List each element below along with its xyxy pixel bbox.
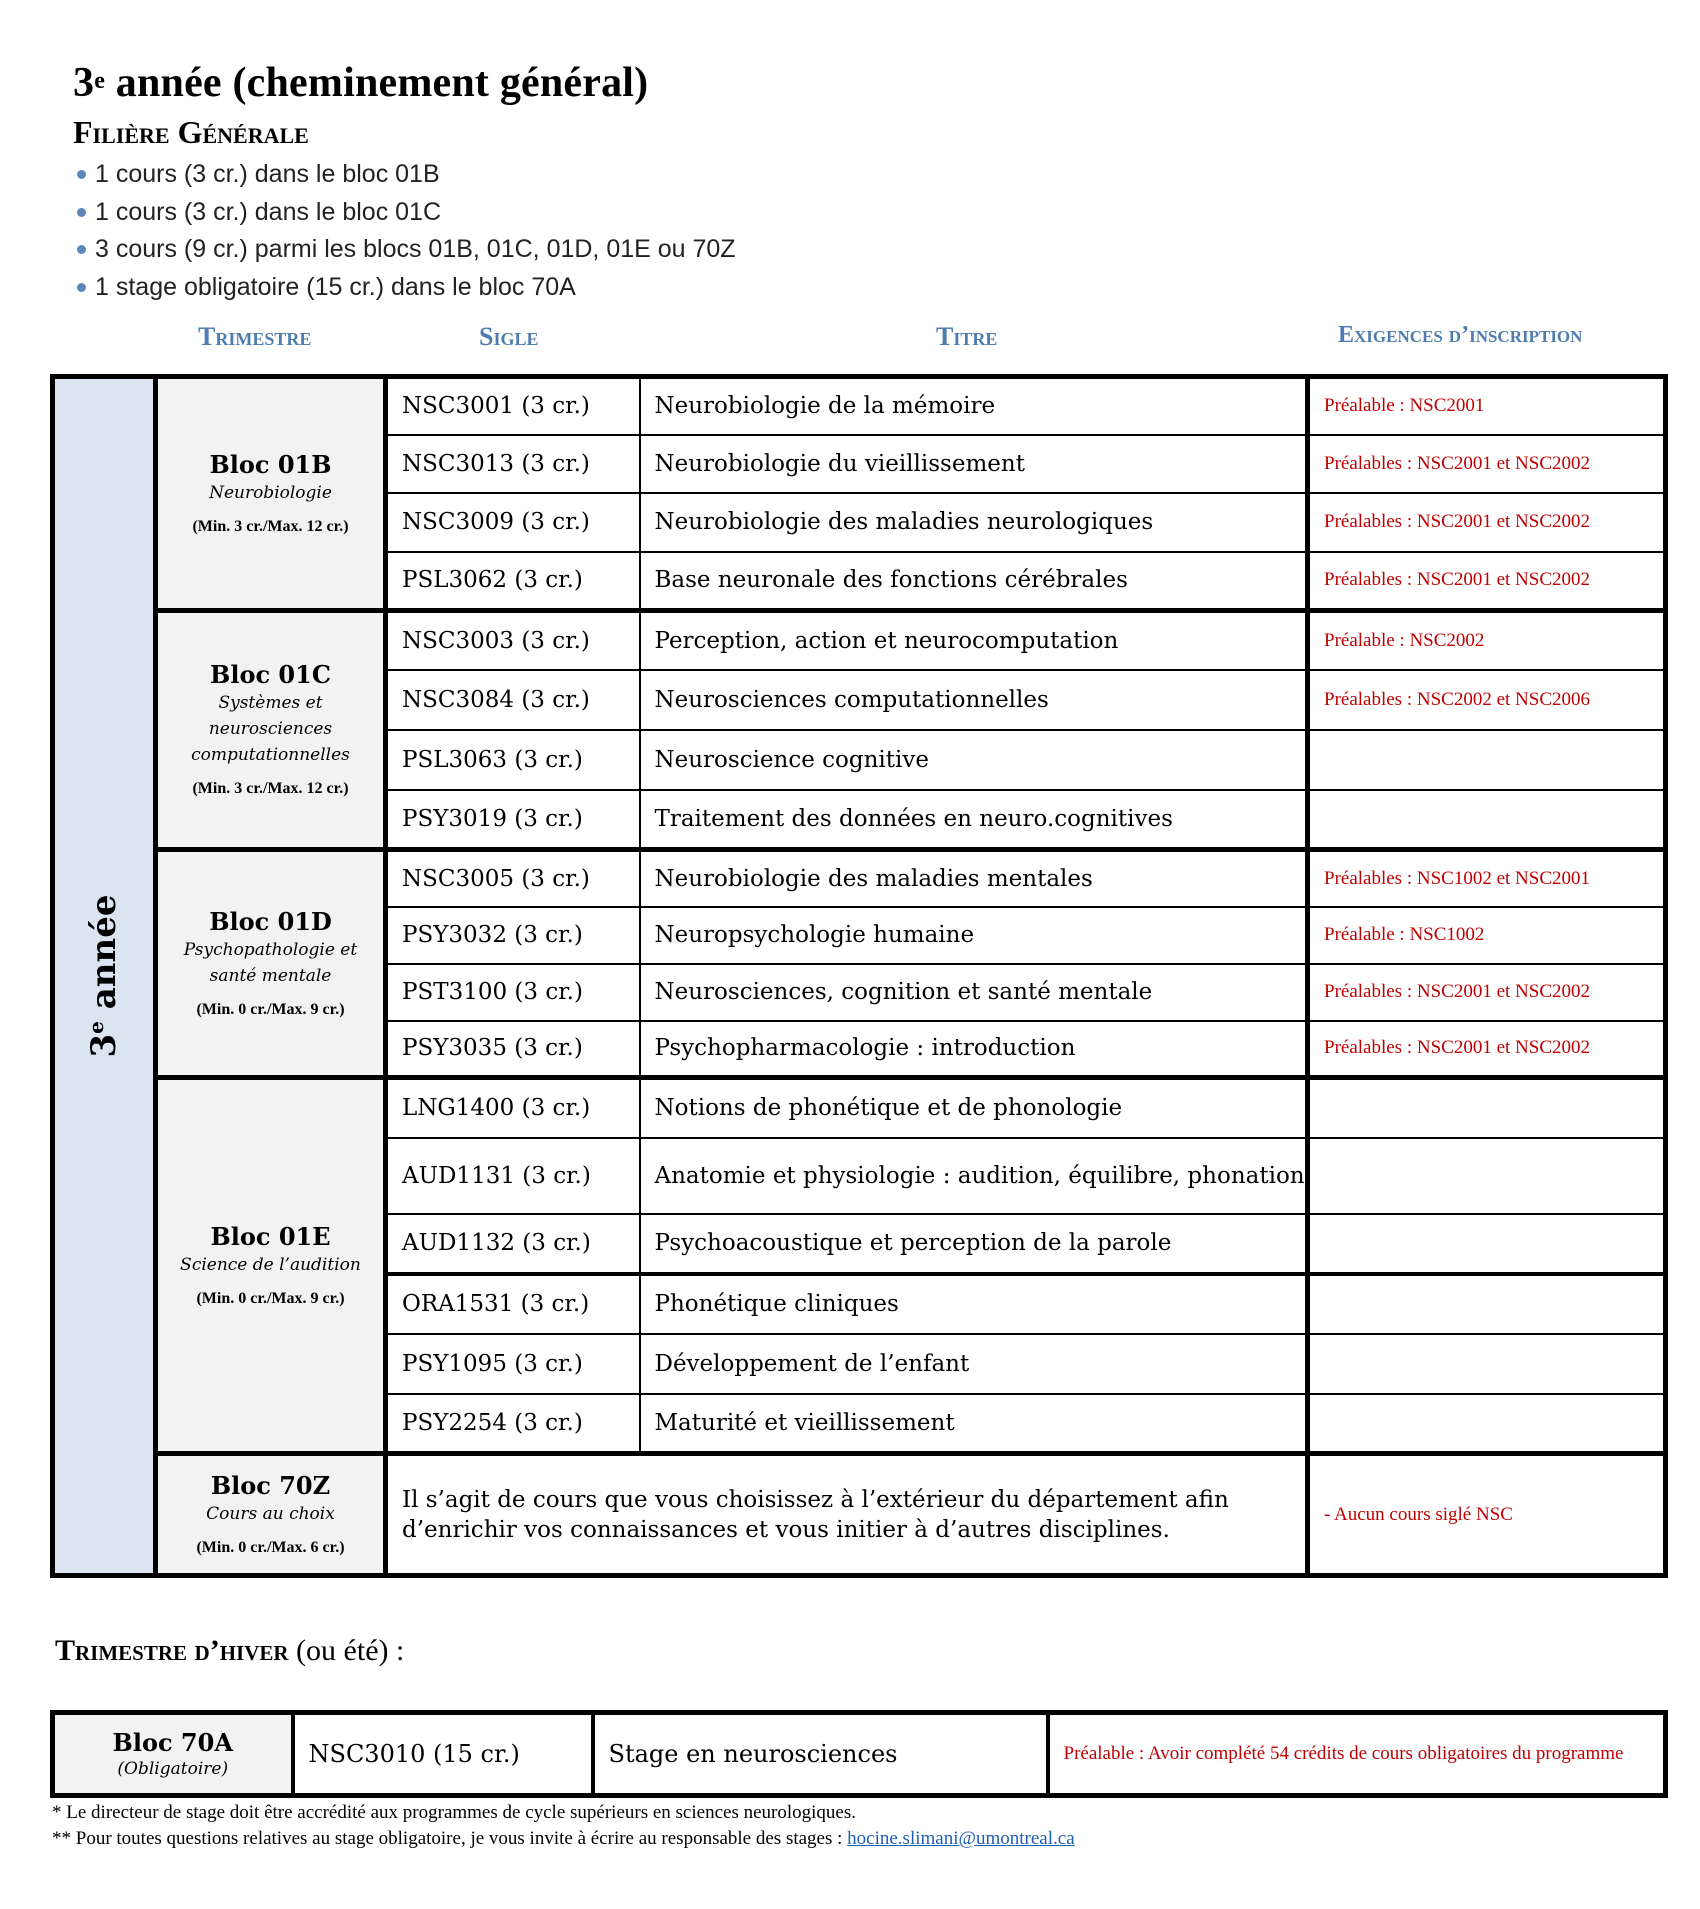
course-prerequisite: Préalables : NSC2001 et NSC2002 bbox=[1308, 493, 1666, 552]
bloc-range: (Min. 3 cr./Max. 12 cr.) bbox=[192, 780, 349, 797]
course-title: Stage en neurosciences bbox=[593, 1713, 1048, 1796]
bloc-70z-cell bbox=[156, 1454, 386, 1576]
column-header-exigences: Exigences d’inscription bbox=[1338, 322, 1583, 348]
course-prerequisite: Préalable : NSC2001 bbox=[1308, 377, 1666, 435]
course-title: Traitement des données en neuro.cognitives bbox=[640, 790, 1308, 850]
course-prerequisite bbox=[1308, 1274, 1666, 1334]
course-sigle: NSC3001 (3 cr.) bbox=[386, 377, 640, 435]
course-sigle: NSC3010 (15 cr.) bbox=[293, 1713, 593, 1796]
requirement-item: 1 cours (3 cr.) dans le bloc 01B bbox=[73, 156, 736, 194]
bloc-subtitle: Systèmes et neurosciences computationnelles bbox=[191, 693, 350, 765]
bloc-subtitle: Cours au choix bbox=[206, 1503, 335, 1524]
bullet-icon bbox=[77, 170, 86, 179]
courses-table bbox=[50, 374, 1668, 1578]
course-title: Maturité et vieillissement bbox=[640, 1394, 1308, 1454]
year-banner bbox=[53, 377, 156, 1576]
section-heading-hiver: Trimestre d’hiver (ou été) : bbox=[55, 1634, 405, 1667]
course-title: Anatomie et physiologie : audition, équilibre, phonation bbox=[640, 1138, 1308, 1214]
bloc-name: Bloc 70Z bbox=[210, 1470, 331, 1500]
course-prerequisite bbox=[1308, 1394, 1666, 1454]
bloc-name: Bloc 01B bbox=[209, 449, 332, 479]
requirement-item: 1 stage obligatoire (15 cr.) dans le bloc 70A bbox=[73, 269, 736, 307]
bloc-subtitle: Psychopathologie et santé mentale bbox=[183, 939, 358, 986]
course-title: Base neuronale des fonctions cérébrales bbox=[640, 552, 1308, 611]
table-row bbox=[53, 611, 1666, 670]
requirement-item: 1 cours (3 cr.) dans le bloc 01C bbox=[73, 194, 736, 232]
bloc-01c-cell bbox=[156, 611, 386, 850]
course-prerequisite bbox=[1308, 1214, 1666, 1274]
course-prerequisite: Préalables : NSC1002 et NSC2001 bbox=[1308, 850, 1666, 907]
course-title: Notions de phonétique et de phonologie bbox=[640, 1078, 1308, 1138]
bloc-70a-cell bbox=[53, 1713, 293, 1796]
course-prerequisite: Préalables : NSC2002 et NSC2006 bbox=[1308, 670, 1666, 730]
column-header-sigle: Sigle bbox=[479, 322, 539, 351]
course-title: Neurosciences, cognition et santé mentale bbox=[640, 964, 1308, 1021]
bloc-range: (Min. 3 cr./Max. 12 cr.) bbox=[192, 517, 349, 535]
course-sigle: PSY1095 (3 cr.) bbox=[386, 1334, 640, 1394]
bloc-70z-description: Il s’agit de cours que vous choisissez à l’extérieur du département afin d’enrichir vos connaissances et vous initier à d’autres disciplines. bbox=[386, 1454, 1308, 1576]
course-title: Neuroscience cognitive bbox=[640, 730, 1308, 790]
requirements-list bbox=[73, 156, 736, 306]
course-title: Neurobiologie du vieillissement bbox=[640, 435, 1308, 493]
year-banner-label: 3e année bbox=[83, 894, 125, 1058]
bullet-icon bbox=[77, 245, 86, 254]
bloc-01e-cell bbox=[156, 1078, 386, 1454]
bloc-01d-cell bbox=[156, 850, 386, 1078]
course-sigle: PSY2254 (3 cr.) bbox=[386, 1394, 640, 1454]
bloc-range: (Min. 0 cr./Max. 9 cr.) bbox=[196, 1289, 345, 1307]
bloc-range: (Min. 0 cr./Max. 9 cr.) bbox=[196, 1000, 345, 1018]
bloc-name: Bloc 01E bbox=[210, 1221, 331, 1251]
course-prerequisite: Préalable : NSC1002 bbox=[1308, 907, 1666, 964]
bloc-range: (Min. 0 cr./Max. 6 cr.) bbox=[196, 1538, 345, 1556]
course-prerequisite: Préalables : NSC2001 et NSC2002 bbox=[1308, 964, 1666, 1021]
footnote-1: * Le directeur de stage doit être accrédité aux programmes de cycle supérieurs en sciences neurologiques. bbox=[52, 1802, 856, 1823]
bullet-icon bbox=[77, 283, 86, 292]
course-sigle: NSC3003 (3 cr.) bbox=[386, 611, 640, 670]
bloc-name: Bloc 01D bbox=[209, 906, 332, 936]
course-sigle: NSC3013 (3 cr.) bbox=[386, 435, 640, 493]
course-title: Développement de l’enfant bbox=[640, 1334, 1308, 1394]
course-prerequisite bbox=[1308, 1078, 1666, 1138]
column-headers bbox=[0, 322, 1700, 362]
bloc-subtitle: Science de l’audition bbox=[180, 1254, 361, 1275]
course-sigle: PSY3019 (3 cr.) bbox=[386, 790, 640, 850]
course-prerequisite: Préalable : NSC2002 bbox=[1308, 611, 1666, 670]
column-header-titre: Titre bbox=[936, 322, 998, 351]
bloc-subtitle: (Obligatoire) bbox=[117, 1759, 229, 1779]
course-prerequisite bbox=[1308, 1334, 1666, 1394]
course-title: Neurobiologie des maladies mentales bbox=[640, 850, 1308, 907]
course-title: Psychopharmacologie : introduction bbox=[640, 1021, 1308, 1078]
course-prerequisite: Préalable : Avoir complété 54 crédits de cours obligatoires du programme bbox=[1048, 1713, 1666, 1796]
course-prerequisite bbox=[1308, 1138, 1666, 1214]
course-sigle: PSL3063 (3 cr.) bbox=[386, 730, 640, 790]
course-sigle: PSY3032 (3 cr.) bbox=[386, 907, 640, 964]
bullet-icon bbox=[77, 208, 86, 217]
column-header-trimestre: Trimestre bbox=[198, 322, 312, 351]
footnote-2: ** Pour toutes questions relatives au stage obligatoire, je vous invite à écrire au responsable des stages : hocine.slimani@umontreal.ca bbox=[52, 1828, 1075, 1849]
course-title: Psychoacoustique et perception de la parole bbox=[640, 1214, 1308, 1274]
course-sigle: PSY3035 (3 cr.) bbox=[386, 1021, 640, 1078]
table-row bbox=[53, 1454, 1666, 1576]
course-title: Neuropsychologie humaine bbox=[640, 907, 1308, 964]
course-sigle: AUD1131 (3 cr.) bbox=[386, 1138, 640, 1214]
footnotes bbox=[52, 1800, 1075, 1852]
course-prerequisite: Préalables : NSC2001 et NSC2002 bbox=[1308, 552, 1666, 611]
course-prerequisite: Préalables : NSC2001 et NSC2002 bbox=[1308, 435, 1666, 493]
table-row bbox=[53, 1078, 1666, 1138]
course-prerequisite: Préalables : NSC2001 et NSC2002 bbox=[1308, 1021, 1666, 1078]
course-prerequisite: - Aucun cours siglé NSC bbox=[1308, 1454, 1666, 1576]
stage-table bbox=[50, 1710, 1668, 1798]
course-title: Perception, action et neurocomputation bbox=[640, 611, 1308, 670]
bloc-name: Bloc 01C bbox=[210, 660, 331, 689]
requirement-item: 3 cours (9 cr.) parmi les blocs 01B, 01C, 01D, 01E ou 70Z bbox=[73, 231, 736, 269]
course-title: Neurosciences computationnelles bbox=[640, 670, 1308, 730]
bloc-subtitle: Neurobiologie bbox=[209, 482, 332, 503]
table-row bbox=[53, 1713, 1666, 1796]
course-prerequisite bbox=[1308, 730, 1666, 790]
course-sigle: AUD1132 (3 cr.) bbox=[386, 1214, 640, 1274]
course-sigle: NSC3005 (3 cr.) bbox=[386, 850, 640, 907]
course-title: Phonétique cliniques bbox=[640, 1274, 1308, 1334]
page-subtitle: Filière Générale bbox=[73, 114, 309, 150]
course-sigle: LNG1400 (3 cr.) bbox=[386, 1078, 640, 1138]
page-title: 3e année (cheminement général) bbox=[73, 60, 649, 106]
table-row bbox=[53, 377, 1666, 435]
course-title: Neurobiologie des maladies neurologiques bbox=[640, 493, 1308, 552]
bloc-name: Bloc 70A bbox=[112, 1728, 233, 1757]
course-title: Neurobiologie de la mémoire bbox=[640, 377, 1308, 435]
course-sigle: ORA1531 (3 cr.) bbox=[386, 1274, 640, 1334]
course-sigle: NSC3084 (3 cr.) bbox=[386, 670, 640, 730]
course-prerequisite bbox=[1308, 790, 1666, 850]
course-sigle: PSL3062 (3 cr.) bbox=[386, 552, 640, 611]
bloc-01b-cell bbox=[156, 377, 386, 611]
table-row bbox=[53, 850, 1666, 907]
course-sigle: NSC3009 (3 cr.) bbox=[386, 493, 640, 552]
email-link[interactable]: hocine.slimani@umontreal.ca bbox=[847, 1828, 1075, 1849]
course-sigle: PST3100 (3 cr.) bbox=[386, 964, 640, 1021]
